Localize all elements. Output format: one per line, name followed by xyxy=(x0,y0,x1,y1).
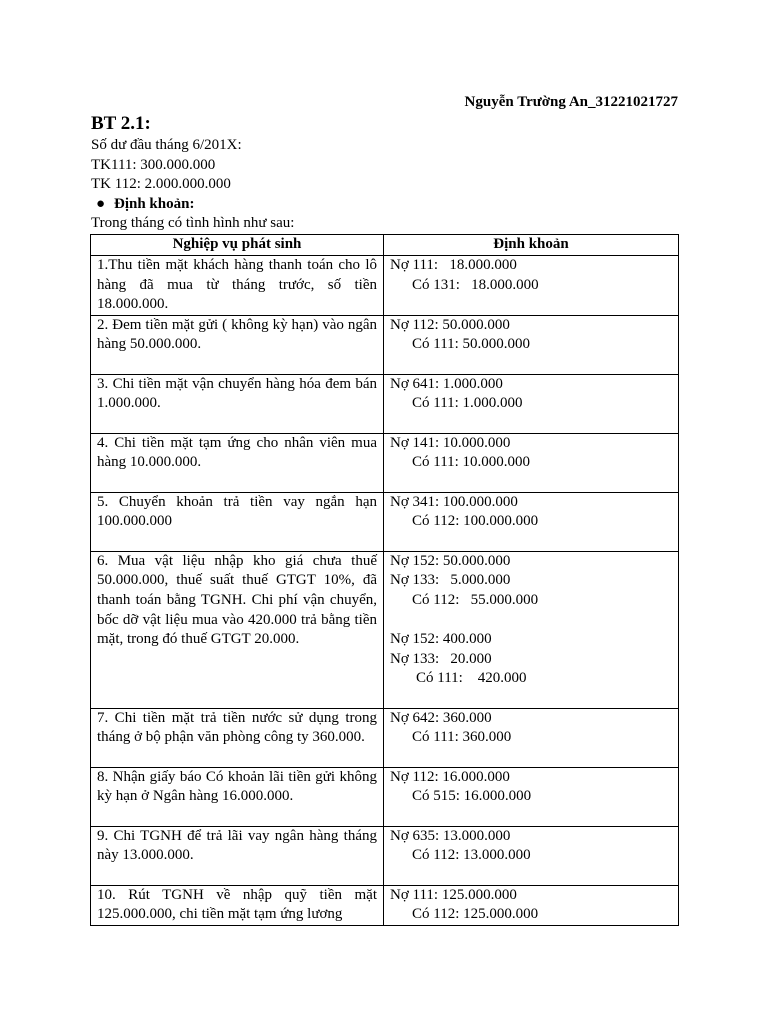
credit-line: Có 111: 420.000 xyxy=(416,670,527,687)
journal-entry xyxy=(384,708,679,767)
transaction-description: 1.Thu tiền mặt khách hàng thanh toán cho lô hàng đã mua từ tháng trước, số tiền 18.000.000. xyxy=(91,256,384,316)
transaction-description: 7. Chi tiền mặt trả tiền nước sử dụng trong tháng ở bộ phận văn phòng công ty 360.000. xyxy=(91,708,384,767)
table-header-row xyxy=(91,235,679,256)
table-row xyxy=(91,374,679,433)
table-row xyxy=(91,492,679,551)
debit-line: Nợ 133: 20.000 xyxy=(390,650,492,667)
transactions-table xyxy=(90,234,679,926)
journal-entry xyxy=(384,767,679,826)
journal-entry xyxy=(384,433,679,492)
debit-line: Nợ 635: 13.000.000 xyxy=(390,827,511,844)
entry-spacer xyxy=(390,611,672,631)
journal-entry xyxy=(384,885,679,925)
credit-line: Có 111: 10.000.000 xyxy=(412,454,531,471)
transaction-description: 5. Chuyển khoản trả tiền vay ngắn hạn 100.000.000 xyxy=(91,492,384,551)
column-header-transaction: Nghiệp vụ phát sinh xyxy=(91,235,384,256)
credit-line: Có 112: 13.000.000 xyxy=(412,847,531,864)
exercise-title: BT 2.1: xyxy=(91,113,151,134)
debit-line: Nợ 641: 1.000.000 xyxy=(390,375,503,392)
transaction-description: 9. Chi TGNH để trả lãi vay ngân hàng tháng này 13.000.000. xyxy=(91,826,384,885)
tk111-balance: TK111: 300.000.000 xyxy=(91,157,216,173)
debit-line: Nợ 111: 125.000.000 xyxy=(390,886,517,903)
table-row xyxy=(91,767,679,826)
table-row xyxy=(91,315,679,374)
journal-entry xyxy=(384,826,679,885)
transaction-description: 6. Mua vật liệu nhập kho giá chưa thuế 50.000.000, thuế suất thuế GTGT 10%, đã thanh toán bằng TGNH. Chi phí vận chuyển, bốc dỡ vật liệu mua vào 420.000 trả bằng tiền mặt, trong đó thuế GTGT 20.000. xyxy=(91,551,384,708)
credit-line: Có 111: 360.000 xyxy=(412,729,512,746)
author-name: Nguyễn Trường An_31221021727 xyxy=(464,94,678,110)
credit-line: Có 131: 18.000.000 xyxy=(412,276,539,293)
credit-line: Có 111: 50.000.000 xyxy=(412,336,531,353)
debit-line: Nợ 111: 18.000.000 xyxy=(390,257,517,273)
journal-entry xyxy=(384,374,679,433)
credit-line: Có 111: 1.000.000 xyxy=(412,395,523,412)
table-row xyxy=(91,885,679,925)
debit-line: Nợ 112: 50.000.000 xyxy=(390,316,510,333)
tk112-balance: TK 112: 2.000.000.000 xyxy=(91,176,231,192)
debit-line: Nợ 152: 50.000.000 xyxy=(390,552,511,569)
transaction-description: 4. Chi tiền mặt tạm ứng cho nhân viên mua hàng 10.000.000. xyxy=(91,433,384,492)
table-row xyxy=(91,433,679,492)
journal-entry xyxy=(384,551,679,708)
table-row xyxy=(91,708,679,767)
transaction-description: 10. Rút TGNH về nhập quỹ tiền mặt 125.000.000, chi tiền mặt tạm ứng lương xyxy=(91,885,384,925)
debit-line: Nợ 133: 5.000.000 xyxy=(390,572,511,589)
credit-line: Có 515: 16.000.000 xyxy=(412,788,532,805)
bullet-icon: ● xyxy=(96,196,106,212)
transaction-description: 3. Chi tiền mặt vận chuyển hàng hóa đem bán 1.000.000. xyxy=(91,374,384,433)
journal-entry xyxy=(384,256,679,316)
debit-line: Nợ 141: 10.000.000 xyxy=(390,434,511,451)
transaction-description: 8. Nhận giấy báo Có khoản lãi tiền gửi không kỳ hạn ở Ngân hàng 16.000.000. xyxy=(91,767,384,826)
debit-line: Nợ 341: 100.000.000 xyxy=(390,493,518,510)
table-row xyxy=(91,256,679,316)
debit-line: Nợ 152: 400.000 xyxy=(390,631,492,648)
journal-entry xyxy=(384,315,679,374)
table-row xyxy=(91,826,679,885)
credit-line: Có 112: 100.000.000 xyxy=(412,513,539,530)
credit-line: Có 112: 55.000.000 xyxy=(412,591,539,608)
bullet-label: Định khoản: xyxy=(114,196,195,212)
credit-line: Có 112: 125.000.000 xyxy=(412,906,539,923)
transaction-description: 2. Đem tiền mặt gửi ( không kỳ hạn) vào ngân hàng 50.000.000. xyxy=(91,315,384,374)
opening-balance-heading: Số dư đầu tháng 6/201X: xyxy=(91,137,242,153)
debit-line: Nợ 112: 16.000.000 xyxy=(390,768,510,785)
column-header-entry: Định khoản xyxy=(384,235,679,256)
debit-line: Nợ 642: 360.000 xyxy=(390,709,492,726)
journal-entry xyxy=(384,492,679,551)
table-row xyxy=(91,551,679,708)
intro-text: Trong tháng có tình hình như sau: xyxy=(91,215,295,231)
bullet-heading xyxy=(96,196,195,213)
